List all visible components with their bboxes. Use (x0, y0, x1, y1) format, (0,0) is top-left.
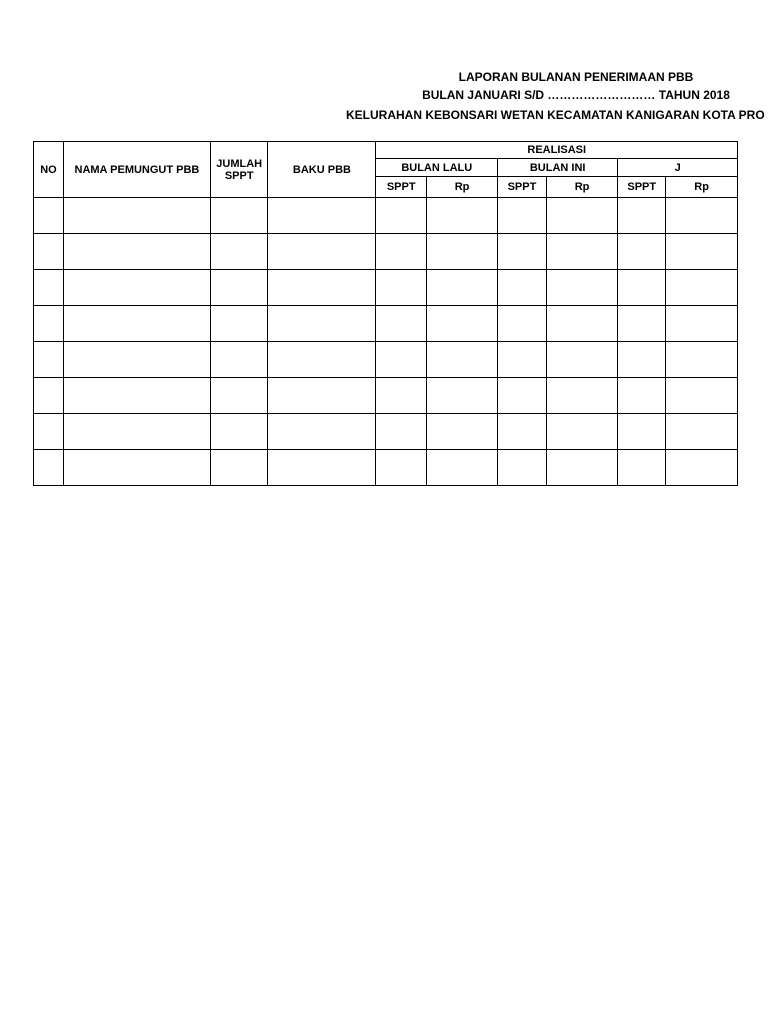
report-title: LAPORAN BULANAN PENERIMAAN PBB (458, 70, 694, 84)
table-cell (63, 198, 210, 234)
table-cell (618, 306, 666, 342)
table-cell (498, 270, 547, 306)
table-cell (210, 198, 268, 234)
table-cell (376, 450, 427, 486)
table-cell (426, 414, 497, 450)
table-cell (376, 270, 427, 306)
table-cell (210, 378, 268, 414)
table-cell (34, 198, 64, 234)
table-cell (376, 342, 427, 378)
table-cell (63, 378, 210, 414)
table-cell (666, 234, 738, 270)
header-baku-pbb: BAKU PBB (268, 142, 376, 198)
table-cell (666, 198, 738, 234)
subheader-rp: Rp (666, 177, 738, 198)
table-cell (63, 306, 210, 342)
table-cell (618, 450, 666, 486)
table-cell (666, 306, 738, 342)
table-cell (498, 414, 547, 450)
table-cell (426, 198, 497, 234)
table-row (34, 306, 738, 342)
report-table-viewport (33, 141, 738, 493)
table-cell (376, 414, 427, 450)
table-cell (210, 306, 268, 342)
subheader-rp: Rp (546, 177, 617, 198)
report-period: BULAN JANUARI S/D ……………………… TAHUN 2018 (422, 88, 730, 102)
table-cell (34, 270, 64, 306)
table-cell (618, 414, 666, 450)
table-cell (426, 234, 497, 270)
table-cell (268, 270, 376, 306)
table-cell (618, 378, 666, 414)
table-cell (426, 450, 497, 486)
table-cell (498, 234, 547, 270)
table-cell (34, 342, 64, 378)
table-cell (268, 378, 376, 414)
table-cell (63, 450, 210, 486)
table-cell (210, 234, 268, 270)
table-cell (376, 306, 427, 342)
table-cell (210, 414, 268, 450)
table-cell (666, 414, 738, 450)
table-cell (268, 306, 376, 342)
table-cell (618, 198, 666, 234)
table-row (34, 378, 738, 414)
table-cell (34, 234, 64, 270)
table-cell (666, 450, 738, 486)
table-row (34, 450, 738, 486)
table-cell (210, 450, 268, 486)
table-cell (546, 342, 617, 378)
table-cell (618, 342, 666, 378)
header-group3-partial: J (618, 159, 738, 177)
table-cell (268, 414, 376, 450)
table-cell (546, 378, 617, 414)
table-cell (498, 198, 547, 234)
report-table (33, 141, 738, 486)
table-body (34, 198, 738, 486)
table-cell (34, 414, 64, 450)
table-cell (268, 234, 376, 270)
table-cell (34, 450, 64, 486)
header-bulan-lalu: BULAN LALU (376, 159, 498, 177)
table-cell (498, 306, 547, 342)
table-cell (376, 234, 427, 270)
table-cell (426, 378, 497, 414)
table-row (34, 414, 738, 450)
table-cell (546, 450, 617, 486)
table-cell (498, 342, 547, 378)
subheader-sppt: SPPT (376, 177, 427, 198)
subheader-sppt: SPPT (618, 177, 666, 198)
table-cell (63, 414, 210, 450)
table-cell (268, 450, 376, 486)
table-row (34, 198, 738, 234)
header-jumlah-sppt: JUMLAH SPPT (210, 142, 268, 198)
table-cell (268, 342, 376, 378)
header-nama-pemungut: NAMA PEMUNGUT PBB (63, 142, 210, 198)
header-realisasi: REALISASI (376, 142, 738, 159)
table-cell (546, 270, 617, 306)
table-cell (666, 270, 738, 306)
table-cell (34, 306, 64, 342)
table-cell (63, 270, 210, 306)
header-bulan-ini: BULAN INI (498, 159, 618, 177)
subheader-sppt: SPPT (498, 177, 547, 198)
table-cell (210, 270, 268, 306)
table-cell (426, 270, 497, 306)
table-cell (546, 198, 617, 234)
table-cell (618, 234, 666, 270)
table-cell (426, 306, 497, 342)
report-location: KELURAHAN KEBONSARI WETAN KECAMATAN KANIGARAN KOTA PRO (346, 108, 765, 122)
subheader-rp: Rp (426, 177, 497, 198)
table-cell (268, 198, 376, 234)
table-cell (34, 378, 64, 414)
table-cell (376, 378, 427, 414)
table-cell (498, 450, 547, 486)
table-row (34, 234, 738, 270)
table-cell (666, 378, 738, 414)
table-cell (63, 342, 210, 378)
table-cell (426, 342, 497, 378)
table-cell (546, 414, 617, 450)
table-cell (546, 234, 617, 270)
table-cell (666, 342, 738, 378)
header-no: NO (34, 142, 64, 198)
table-cell (63, 234, 210, 270)
table-cell (376, 198, 427, 234)
table-cell (618, 270, 666, 306)
table-cell (498, 378, 547, 414)
table-row (34, 270, 738, 306)
table-row (34, 342, 738, 378)
table-cell (546, 306, 617, 342)
table-cell (210, 342, 268, 378)
